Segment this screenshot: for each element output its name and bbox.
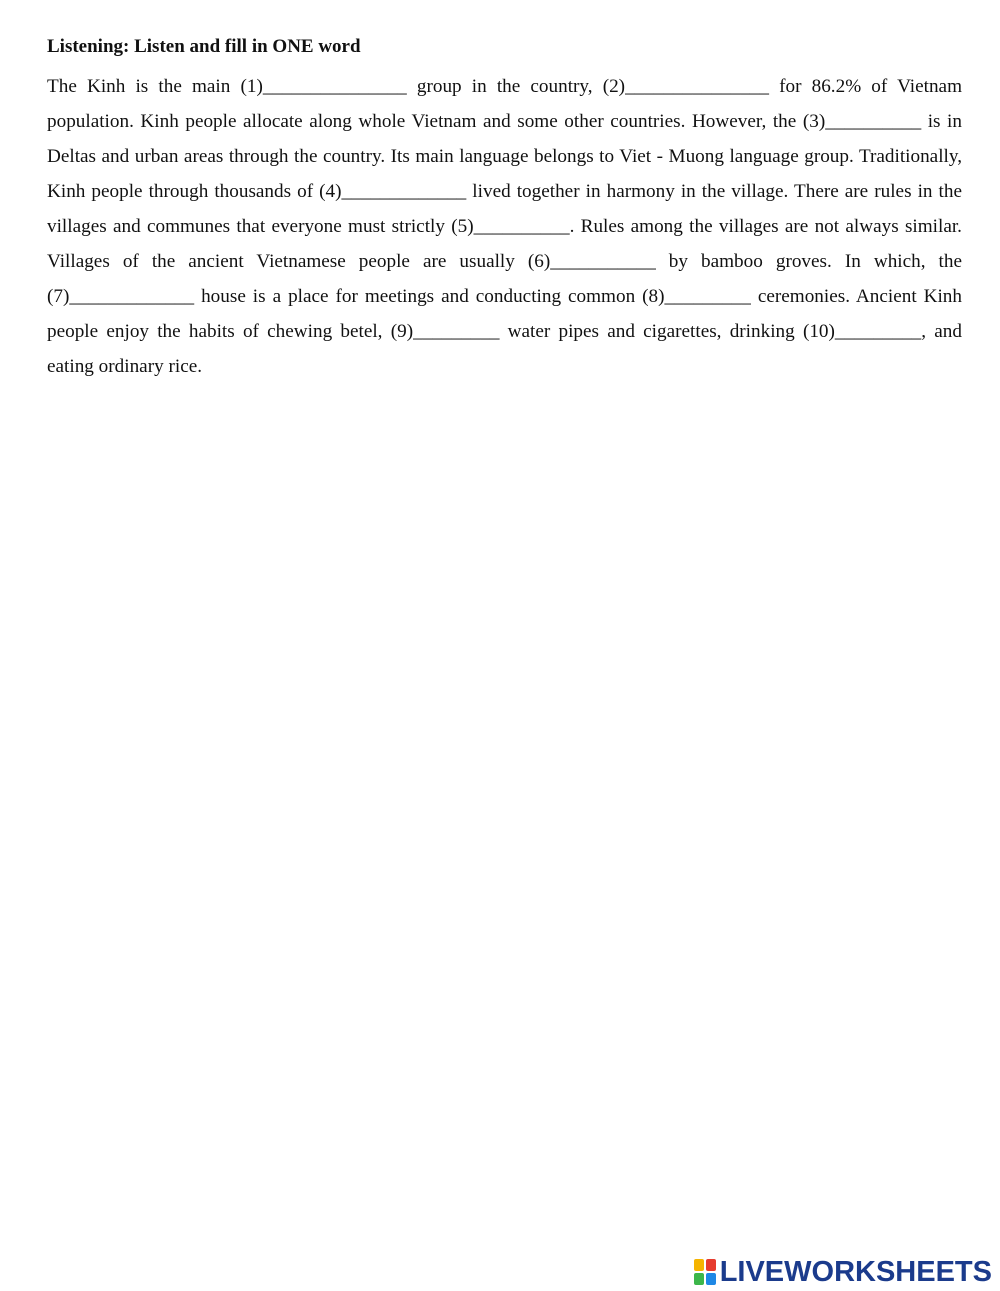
blank-1[interactable]: _______________	[262, 76, 407, 97]
blank-7[interactable]: _____________	[69, 286, 195, 307]
liveworksheets-logo-icon	[694, 1259, 716, 1285]
passage-text: for 86.2% of Vietnam population. Kinh people allocate along whole Vietnam and some other countries. However, the (3)	[47, 76, 962, 132]
logo-tile-v	[694, 1273, 704, 1285]
passage-text: house is a place for meetings and conducting common (8)	[194, 286, 665, 307]
blank-10[interactable]: _________	[834, 321, 922, 342]
blank-4[interactable]: _____________	[341, 181, 467, 202]
logo-tile-e	[706, 1273, 716, 1285]
passage-text: ceremonies. Ancient Kinh people enjoy the habits of chewing betel, (9)	[47, 286, 962, 342]
passage-text: . Rules among the villages are not always similar. Villages of the ancient Vietnamese people are usually (6)	[47, 216, 962, 272]
logo-tile-l	[694, 1259, 704, 1271]
liveworksheets-brand	[694, 1255, 992, 1289]
blank-9[interactable]: _________	[413, 321, 500, 342]
blank-3[interactable]: __________	[825, 111, 922, 132]
passage-text: water pipes and cigarettes, drinking (10)	[499, 321, 835, 342]
logo-tile-i	[706, 1259, 716, 1271]
fill-in-passage	[47, 69, 962, 384]
worksheet-title: Listening: Listen and fill in ONE word	[47, 36, 361, 57]
passage-text: by bamboo groves. In which, the (7)	[47, 251, 962, 307]
blank-5[interactable]: __________	[473, 216, 570, 237]
blank-8[interactable]: _________	[664, 286, 751, 307]
worksheet	[47, 34, 962, 384]
passage-text: group in the country, (2)	[406, 76, 626, 97]
blank-6[interactable]: ___________	[550, 251, 656, 272]
liveworksheets-logo-text: LIVEWORKSHEETS	[719, 1255, 992, 1288]
blank-2[interactable]: _______________	[625, 76, 769, 97]
passage-text: lived together in harmony in the village. There are rules in the villages and communes that everyone must strictly (5)	[47, 181, 962, 237]
passage-text: is in Deltas and urban areas through the country. Its main language belongs to Viet - Muong language group. Traditionally, Kinh people through thousands of (4)	[47, 111, 962, 202]
passage-text: The Kinh is the main (1)	[47, 76, 263, 97]
passage-text: , and eating ordinary rice.	[47, 321, 962, 377]
